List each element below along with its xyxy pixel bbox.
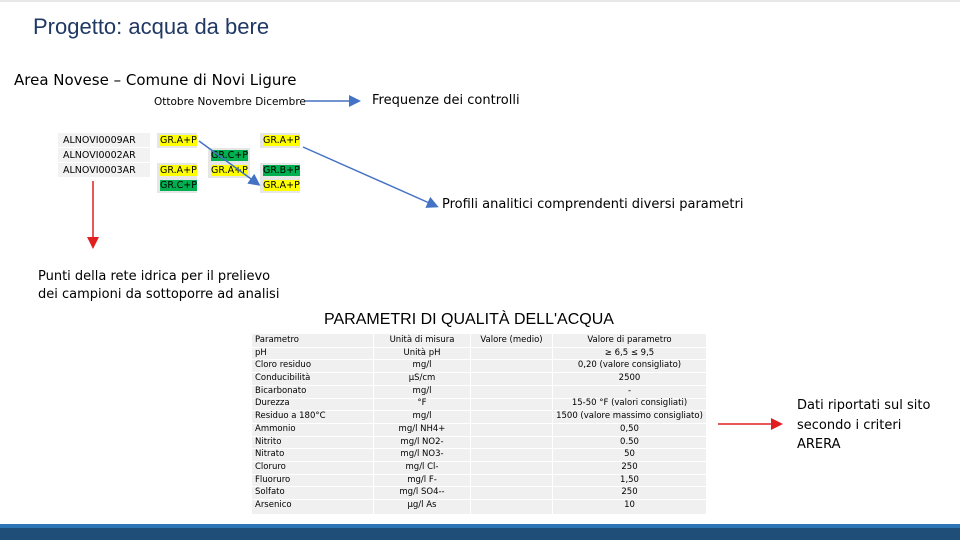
table-cell: 250: [621, 461, 638, 472]
table-cell: mg/l NO3-: [400, 449, 444, 460]
table-cell: 15-50 °F (valori consigliati): [571, 398, 688, 409]
table-cell: 250: [621, 487, 638, 498]
table-cell: 0,50: [620, 423, 639, 434]
table-cell: mg/l NO2-: [400, 436, 444, 447]
table-cell: Nitrato: [255, 449, 285, 460]
table-cell: mg/l Cl-: [405, 461, 439, 472]
table-cell: -: [627, 385, 632, 396]
sampling-points-line: Punti della rete idrica per il prelievo: [38, 269, 271, 284]
source-note-line: ARERA: [797, 437, 841, 452]
table-cell: Solfato: [255, 487, 285, 498]
sampling-code: ALNOVI0002AR: [58, 148, 150, 163]
table-cell: µS/cm: [408, 373, 436, 384]
profiles-label: Profili analitici comprendenti diversi parametri: [442, 197, 744, 212]
table-cell: 50: [624, 449, 635, 460]
table-cell: 0,20 (valore consigliato): [577, 360, 682, 371]
table-header: Unità di misura: [389, 335, 455, 345]
frequency-label: Frequenze dei controlli: [372, 93, 520, 108]
footer-bar: [0, 528, 960, 540]
table-cell: 10: [624, 499, 635, 510]
area-subtitle: Area Novese – Comune di Novi Ligure: [14, 71, 297, 89]
parameters-title: PARAMETRI DI QUALITÀ DELL'ACQUA: [324, 311, 614, 328]
table-cell: mg/l: [412, 411, 432, 422]
table-cell: mg/l SO4--: [399, 487, 445, 498]
table-cell: Bicarbonato: [255, 385, 307, 396]
source-note-line: secondo i criteri: [797, 417, 902, 433]
table-cell: Residuo a 180°C: [255, 411, 326, 422]
sampling-code: ALNOVI0009AR: [58, 133, 150, 148]
months-label: Ottobre Novembre Dicembre: [154, 96, 306, 108]
schedule-cell-label: GR.C+P: [160, 180, 197, 191]
table-cell: Fluoruro: [255, 474, 291, 485]
table-cell: mg/l F-: [407, 474, 437, 485]
table-cell: Nitrito: [255, 436, 282, 447]
table-cell: Conducibilità: [255, 373, 311, 384]
table-header: Parametro: [255, 335, 300, 345]
table-cell: Unità pH: [403, 347, 441, 358]
sampling-code: ALNOVI0003AR: [58, 163, 150, 178]
sampling-points-line: dei campioni da sottoporre ad analisi: [38, 287, 280, 302]
slide-title: Progetto: acqua da bere: [33, 14, 270, 39]
table-cell: Cloruro: [255, 461, 286, 472]
table-cell: µg/l As: [407, 499, 437, 510]
table-cell: 1500 (valore massimo consigliato): [556, 411, 703, 422]
schedule-cell-label: GR.A+P: [263, 180, 300, 191]
arrow-schedule-to-profiles-1: [199, 141, 258, 184]
table-cell: 1,50: [620, 474, 639, 485]
schedule-cell-label: GR.A+P: [160, 165, 197, 176]
table-cell: Durezza: [255, 398, 290, 409]
source-note-line: Dati riportati sul sito: [797, 398, 931, 413]
table-cell: ≥ 6,5 ≤ 9,5: [604, 347, 655, 358]
schedule-cell-label: GR.B+P: [263, 165, 300, 176]
table-header: Valore di parametro: [587, 335, 672, 345]
schedule-cell-label: GR.C+P: [211, 150, 248, 161]
table-cell: pH: [255, 347, 267, 358]
table-cell: 0.50: [620, 436, 639, 447]
schedule-cell-label: GR.A+P: [211, 165, 248, 176]
table-cell: mg/l: [412, 385, 432, 396]
table-cell: mg/l NH4+: [398, 423, 446, 434]
table-cell: Cloro residuo: [255, 360, 312, 371]
table-cell: mg/l: [412, 360, 432, 371]
schedule-cell-label: GR.A+P: [263, 135, 300, 146]
arrow-schedule-to-profiles-2: [303, 147, 436, 206]
table-cell: 2500: [618, 373, 641, 384]
table-cell: °F: [417, 398, 427, 409]
table-cell: Ammonio: [255, 423, 296, 434]
table-cell: Arsenico: [255, 499, 292, 510]
table-header: Valore (medio): [480, 335, 543, 345]
schedule-cell-label: GR.A+P: [160, 135, 197, 146]
